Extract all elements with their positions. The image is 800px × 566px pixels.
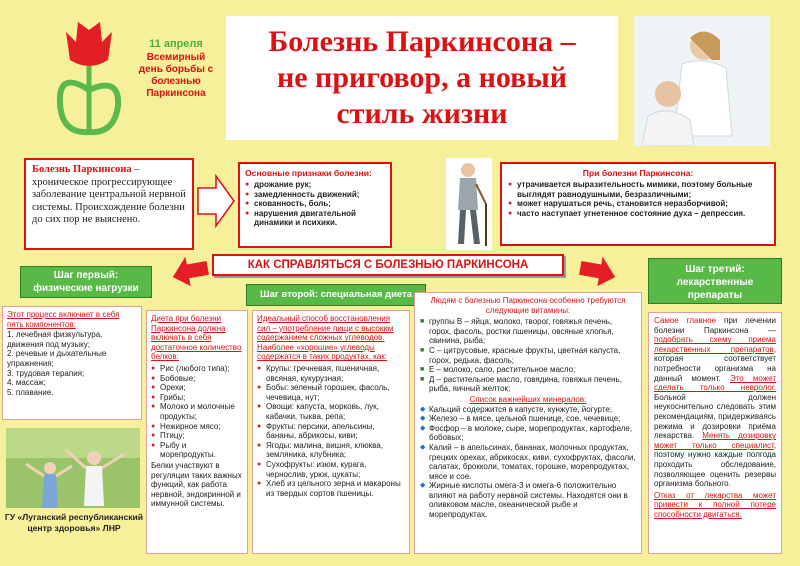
- proteins-outro: Белки участвуют в регуляции таких важных функций, как работа нервной, эндокринной и иммунной системы.: [151, 460, 242, 509]
- exercise-photo: [6, 428, 140, 508]
- signs-title: Основные признаки болезни:: [245, 168, 372, 178]
- step1-item: 5. плавание.: [7, 387, 54, 397]
- definition-text: – хроническое прогрессирующее заболевание центральной нервной системы. Происхождение болезни до сих пор не выяснено.: [32, 164, 186, 225]
- vitamins-list: [420, 317, 636, 394]
- diet-proteins-box: [146, 310, 248, 554]
- carbs-intro: Идеальный способ восстановления сил – употребление пищи с высоким содержанием сложных углеводов. Наиболее «хорошие» углеводы содержатся в таких продуктах, как:: [257, 314, 394, 362]
- tulip-logo: [48, 20, 130, 138]
- vitamin-item: ■ Д – растительное масло, говядина, говяжья печень, рыба, яичный желток;: [420, 375, 636, 394]
- medication-warning: Отказ от лекарства может привести к полной потере способности двигаться.: [654, 490, 776, 519]
- step1-label: Шаг первый:: [53, 270, 119, 281]
- step3-header: [648, 258, 782, 304]
- signs-list: [245, 180, 385, 228]
- protein-item: ● Птицу;: [151, 431, 243, 441]
- step2-label: Шаг второй:: [259, 289, 319, 300]
- carb-item: ● Ягоды: малина, вишня, клюква, земляника, клубника;: [257, 441, 405, 460]
- minerals-list: [420, 405, 636, 482]
- step1-intro: Этот процесс включает в себя пять компонентов:: [7, 310, 120, 329]
- definition-term: Болезнь Паркинсона: [32, 164, 132, 175]
- step1-box: [2, 306, 142, 420]
- when-ill-list: [508, 180, 768, 218]
- when-ill-item: ● часто наступает угнетенное состояние духа – депрессия.: [508, 209, 768, 219]
- step1-item: 2. речевые и дыхательные упражнения;: [7, 349, 107, 368]
- protein-item: ● Молоко и молочные продукты;: [151, 402, 243, 421]
- p1-rest: , которая соответствует потребности организма на данный момент.: [654, 344, 776, 383]
- when-ill-item: ● утрачивается выразительность мимики, поэтому больные выглядят равнодушными, безразличными;: [508, 180, 768, 199]
- protein-item: ● Орехи;: [151, 383, 243, 393]
- medication-box: [648, 312, 782, 554]
- arrow-right-red: [578, 256, 618, 291]
- diet-carbs-box: [252, 310, 410, 554]
- p2-red: Менять дозировку может только специалист: [654, 431, 776, 450]
- vitamin-item: ■ группы В – яйца, молоко, творог, говяжья печень, горох, фасоль, ростки пшеницы, овсяные хлопья, свинина, рыба;: [420, 317, 636, 346]
- mineral-item: ◆ Фосфор – в молоке, сыре, морепродуктах, картофеле, бобовых;: [420, 424, 636, 443]
- diet-vitamins-box: [414, 292, 642, 554]
- sign-item: ● нарушения двигательной динамики и психики.: [245, 209, 385, 228]
- how-to-cope-banner: КАК СПРАВЛЯТЬСЯ С БОЛЕЗНЬЮ ПАРКИНСОНА: [212, 254, 564, 276]
- vitamins-intro: Людям с болезнью Паркинсона особенно требуются следующие витамины:: [430, 296, 626, 315]
- when-ill-box: [500, 162, 776, 246]
- p1-red: Самое главное: [654, 316, 717, 325]
- step3-name: лекарственные препараты: [676, 277, 754, 301]
- step1-item: 1. лечебная физкультура, движения под музыку;: [7, 330, 103, 349]
- poster-title: [226, 16, 618, 140]
- carb-item: ● Хлеб из цельного зерна и макароны из твердых сортов пшеницы.: [257, 479, 405, 498]
- carb-item: ● Крупы: гречневая, пшеничная, овсяная, кукурузная;: [257, 364, 405, 383]
- protein-item: ● Рыбу и морепродукты.: [151, 441, 243, 460]
- when-ill-title: При болезни Паркинсона:: [582, 168, 694, 178]
- protein-item: ● Нежирное мясо;: [151, 422, 243, 432]
- event-name: Всемирный день борьбы с болезнью Паркинсона: [138, 52, 214, 99]
- p2-rest: , поэтому нужно каждые полгода проходить обследование, позволяющее оценить резервы организма больного.: [654, 440, 776, 489]
- protein-item: ● Бобовые;: [151, 374, 243, 384]
- step1-name: физические нагрузки: [33, 283, 139, 294]
- step1-item: 4. массаж;: [7, 378, 46, 388]
- p1-red2: Это может сделать только невролог.: [654, 373, 776, 393]
- proteins-list: [151, 364, 243, 460]
- arrow-right-1: [196, 174, 236, 233]
- p2-text: Больной должен неукоснительно следовать этим рекомендациям, придерживаясь режима и дозировки приёма лекарства.: [654, 392, 776, 441]
- step1-item: 3. трудовая терапия;: [7, 368, 85, 378]
- sign-item: ● дрожание рук;: [245, 180, 385, 190]
- mineral-item: ◆ Калий – в апельсинах, бананах, молочных продуктах, грецких орехах, абрикосах, киви, сухофруктах, фасоли, салатах, брокколи, томатах, горошке, морепродуктах, мясе и сое.: [420, 443, 636, 481]
- p1-underline: подобрать схему приема лекарственных препаратов: [654, 335, 776, 354]
- vitamin-item: ■ С – цитрусовые, красные фрукты, цветная капуста, горох, редька, фасоль;: [420, 346, 636, 365]
- arrow-left-red: [170, 256, 210, 291]
- omega-list: [420, 481, 636, 519]
- vitamin-item: ■ Е – молоко, сало, растительное масло;: [420, 365, 636, 375]
- proteins-intro: Диета при болезни Паркинсона должна включать в себя достаточное количество белков:: [151, 314, 242, 362]
- carb-item: ● Сухофрукты: изюм, курага, чернослив, урюк, цукаты;: [257, 460, 405, 479]
- signs-box: [238, 162, 392, 248]
- minerals-title: Список важнейших минералов:: [469, 394, 587, 404]
- title-line-1: Болезнь Паркинсона –: [268, 25, 576, 58]
- step1-header: [20, 266, 152, 298]
- protein-item: ● Рис (любого типа);: [151, 364, 243, 374]
- when-ill-item: ● может нарушаться речь, становится неразборчивой;: [508, 199, 768, 209]
- definition-box: [24, 158, 194, 250]
- carb-item: ● Бобы: зеленый горошек, фасоль, чечевица, нут;: [257, 383, 405, 402]
- medication-p1: [654, 316, 776, 489]
- organization-caption: ГУ «Луганский республиканский центр здоровья» ЛНР: [4, 512, 144, 533]
- mineral-item: ◆ Кальций содержится в капусте, кунжуте, йогурте;: [420, 405, 636, 415]
- omega-item: ◆ Жирные кислоты омега-3 и омега-6 положительно влияют на работу нервной системы. Находятся они в оливковом масле, океанической рыбе и морепродуктах.: [420, 481, 636, 519]
- step1-list: [7, 330, 137, 397]
- step2-header: [246, 284, 426, 306]
- nurse-patient-photo: [634, 16, 770, 146]
- protein-item: ● Грибы;: [151, 393, 243, 403]
- event-date: 11 апреля: [149, 38, 203, 50]
- title-line-3: стиль жизни: [336, 97, 508, 130]
- mineral-item: ◆ Железо – в мясе, цельной пшенице, сое, чечевице;: [420, 414, 636, 424]
- sign-item: ● замедленность движений;: [245, 190, 385, 200]
- carbs-list: [257, 364, 405, 498]
- step3-label: Шаг третий:: [685, 264, 745, 275]
- sign-item: ● скованность, боль;: [245, 199, 385, 209]
- step2-name: специальная диета: [320, 289, 413, 300]
- carb-item: ● Фрукты: персики, апельсины, бананы, абрикосы, киви;: [257, 422, 405, 441]
- carb-item: ● Овощи: капуста, морковь, лук, кабачки, тыква, репа;: [257, 402, 405, 421]
- title-line-2: не приговор, а новый: [276, 61, 568, 94]
- elderly-man-illustration: [446, 158, 492, 250]
- p1-text: при лечении болезни Паркинсона —: [654, 316, 776, 335]
